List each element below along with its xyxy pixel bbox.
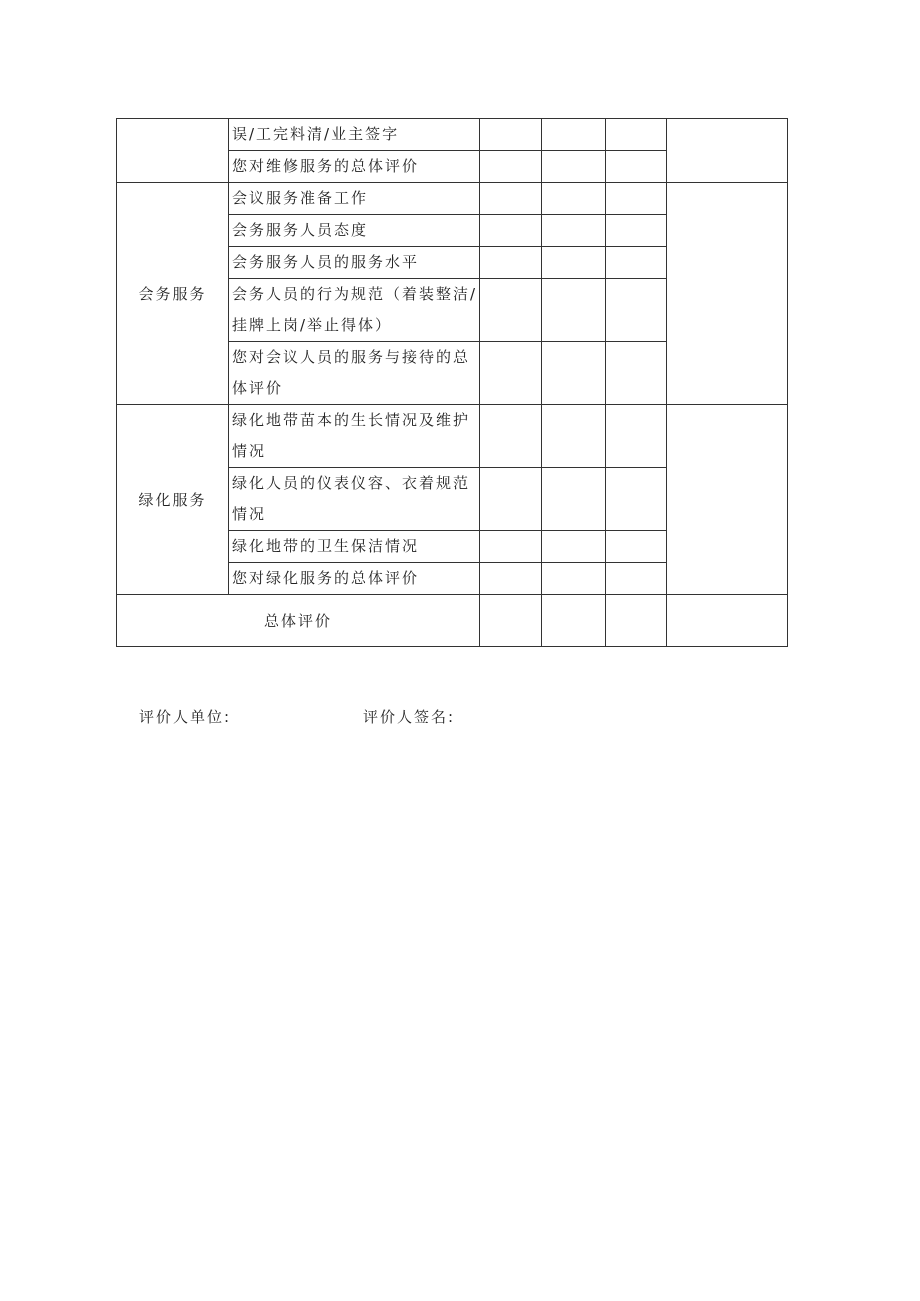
- rating-cell[interactable]: [480, 595, 542, 647]
- rating-cell[interactable]: [542, 342, 606, 405]
- rating-cell[interactable]: [542, 531, 606, 563]
- rating-cell[interactable]: [606, 563, 667, 595]
- item-cell: 误/工完料清/业主签字: [229, 119, 480, 151]
- rating-cell[interactable]: [606, 247, 667, 279]
- rating-cell[interactable]: [606, 595, 667, 647]
- item-cell: 绿化人员的仪表仪容、衣着规范情况: [229, 468, 480, 531]
- evaluator-signature-label: 评价人签名:: [363, 708, 456, 726]
- item-cell: 会议服务准备工作: [229, 183, 480, 215]
- rating-cell[interactable]: [542, 468, 606, 531]
- rating-cell[interactable]: [542, 563, 606, 595]
- rating-cell[interactable]: [542, 183, 606, 215]
- rating-cell[interactable]: [480, 405, 542, 468]
- item-cell: 会务服务人员的服务水平: [229, 247, 480, 279]
- rating-cell[interactable]: [606, 468, 667, 531]
- rating-cell[interactable]: [542, 119, 606, 151]
- table-row: [117, 183, 788, 215]
- remark-cell[interactable]: [667, 119, 788, 183]
- item-cell: 会务人员的行为规范（着装整洁/挂牌上岗/举止得体）: [229, 279, 480, 342]
- rating-cell[interactable]: [606, 151, 667, 183]
- item-cell: 会务服务人员态度: [229, 215, 480, 247]
- rating-cell[interactable]: [606, 183, 667, 215]
- rating-cell[interactable]: [480, 342, 542, 405]
- rating-cell[interactable]: [606, 531, 667, 563]
- rating-cell[interactable]: [606, 119, 667, 151]
- rating-cell[interactable]: [480, 183, 542, 215]
- rating-cell[interactable]: [606, 215, 667, 247]
- rating-cell[interactable]: [480, 215, 542, 247]
- rating-cell[interactable]: [480, 563, 542, 595]
- rating-cell[interactable]: [542, 215, 606, 247]
- remark-cell[interactable]: [667, 595, 788, 647]
- rating-cell[interactable]: [480, 279, 542, 342]
- rating-cell[interactable]: [542, 279, 606, 342]
- table-row: [117, 595, 788, 647]
- table-row: [117, 119, 788, 151]
- rating-cell[interactable]: [606, 279, 667, 342]
- rating-cell[interactable]: [480, 119, 542, 151]
- category-cell: [117, 119, 229, 183]
- rating-cell[interactable]: [542, 405, 606, 468]
- table-row: [117, 405, 788, 468]
- rating-cell[interactable]: [480, 531, 542, 563]
- item-cell: 绿化地带苗本的生长情况及维护情况: [229, 405, 480, 468]
- item-cell: 绿化地带的卫生保洁情况: [229, 531, 480, 563]
- remark-cell[interactable]: [667, 183, 788, 405]
- rating-cell[interactable]: [480, 151, 542, 183]
- rating-cell[interactable]: [542, 247, 606, 279]
- item-cell: 您对会议人员的服务与接待的总体评价: [229, 342, 480, 405]
- category-cell: 绿化服务: [117, 405, 229, 595]
- total-label-cell: 总体评价: [117, 595, 480, 647]
- evaluation-table: [116, 118, 788, 647]
- rating-cell[interactable]: [542, 595, 606, 647]
- category-cell: 会务服务: [117, 183, 229, 405]
- item-cell: 您对维修服务的总体评价: [229, 151, 480, 183]
- remark-cell[interactable]: [667, 405, 788, 595]
- rating-cell[interactable]: [480, 468, 542, 531]
- rating-cell[interactable]: [480, 247, 542, 279]
- rating-cell[interactable]: [542, 151, 606, 183]
- item-cell: 您对绿化服务的总体评价: [229, 563, 480, 595]
- rating-cell[interactable]: [606, 405, 667, 468]
- rating-cell[interactable]: [606, 342, 667, 405]
- evaluator-unit-label: 评价人单位:: [139, 708, 232, 726]
